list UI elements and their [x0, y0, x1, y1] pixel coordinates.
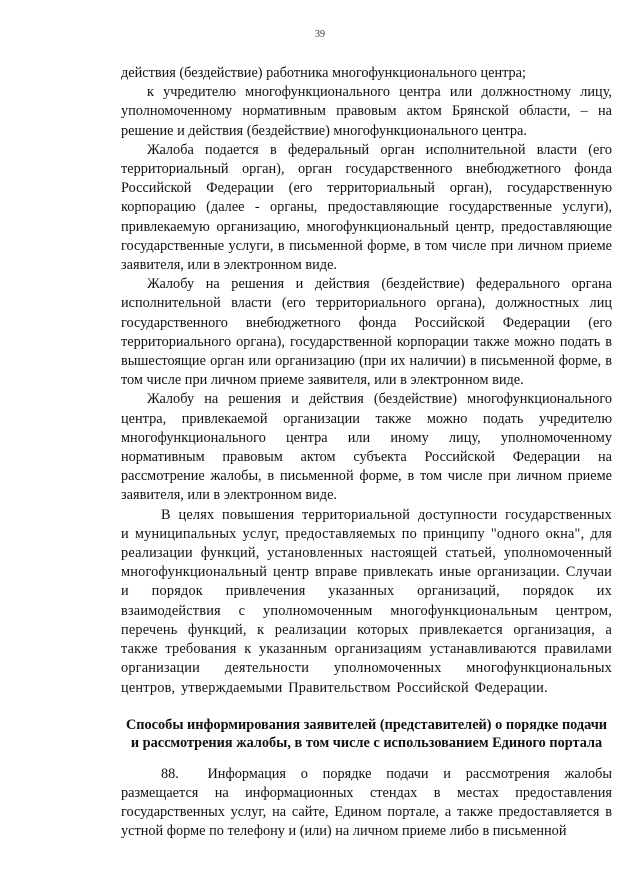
paragraph-4: Жалобу на решения и действия (бездействие) федерального органа исполнительной власти (его территориального органа), должностных лиц государственного внебюджетного фонда Российской Федерации (его территориального органа), государственной корпорации также можно подать в вышестоящие орган или организацию (при их наличии) в письменной форме, в том числе при личном приеме заявителя, или в электронном виде. [121, 276, 612, 389]
paragraph-3: Жалоба подается в федеральный орган исполнительной власти (его территориальный орган), орган государственного внебюджетного фонда Российской Федерации (его территориальный орган), государственную корпорацию (далее - органы, предоставляющие государственные услуги), привлекаемую организацию, многофункциональный центр, предоставляющие государственные услуги, в письменной форме, в том числе при личном приеме заявителя, или в электронном виде. [121, 141, 612, 274]
paragraph-6: В целях повышения территориальной доступности государственных и муниципальных услуг, предоставляемых по принципу "одного окна", для реализации функций, установленных настоящей статьей, уполномоченный многофункциональный центр вправе привлекать иные организации. Случаи и порядок привлечения указанных организаций, порядок их взаимодействия с уполномоченным многофункциональным центром, перечень функций, к реализации которых привлекается организация, а также требования к указанным организациям устанавливаются правилами организации деятельности уполномоченных многофункциональных центров, утверждаемыми Правительством Российской Федерации. [121, 506, 612, 696]
paragraph-1: действия (бездействие) работника многофункционального центра; [121, 65, 526, 81]
paragraph-5: Жалобу на решения и действия (бездействие) многофункционального центра, привлекаемой организации также можно подать учредителю многофункционального центра или иному лицу, уполномоченному нормативным правовым актом субъекта Российской Федерации на рассмотрение жалобы, в письменной форме, в том числе при личном приеме заявителя, или в электронном виде. [121, 391, 612, 504]
section-heading: Способы информирования заявителей (представителей) о порядке подачи и рассмотрения жалобы, в том числе с использованием Единого портала [125, 716, 608, 752]
page-number: 39 [315, 29, 325, 40]
document-body [121, 64, 612, 842]
paragraph-88: 88. Информация о порядке подачи и рассмотрения жалобы размещается на информационных стендах в местах предоставления государственных услуг, на сайте, Едином портале, а также предоставляется в устной форме по телефону и (или) на личном приеме либо в письменной [121, 765, 612, 840]
paragraph-2: к учредителю многофункционального центра или должностному лицу, уполномоченному нормативным правовым актом Брянской области, – на решение и действия (бездействие) многофункционального центра. [121, 84, 612, 139]
